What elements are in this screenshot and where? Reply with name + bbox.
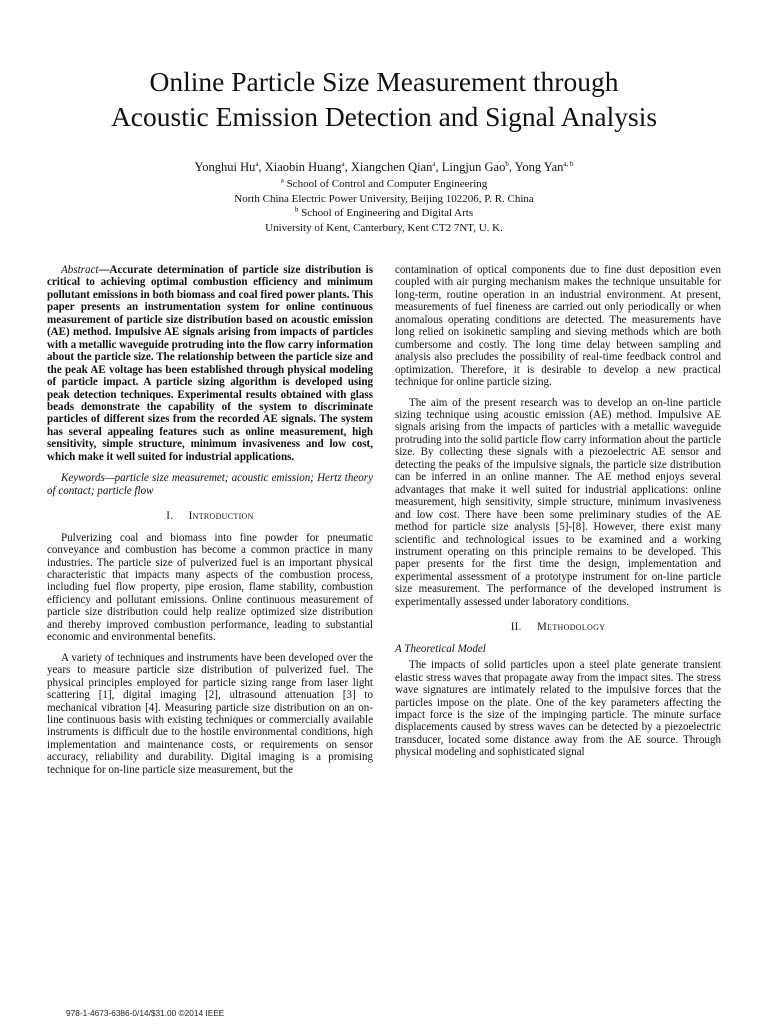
section-heading-introduction xyxy=(47,510,373,522)
abstract xyxy=(47,264,373,463)
section-numeral: I. xyxy=(166,510,174,523)
left-column xyxy=(47,264,373,776)
section-numeral: II. xyxy=(510,621,522,634)
author-affil-mark: a xyxy=(255,159,259,168)
keywords: Keywords—particle size measuremet; acoustic emission; Hertz theory of contact; particle flow xyxy=(47,472,373,497)
subsection-heading: A Theoretical Model xyxy=(395,642,486,655)
author-affil-mark: a xyxy=(432,159,436,168)
section-title: Methodology xyxy=(537,621,606,634)
abstract-label: Abstract xyxy=(61,264,99,276)
paragraph: A variety of techniques and instruments have been developed over the years to measure particle size distribution of pulverized fuel. The physical principles employed for particle sizing range from laser light scattering [1], digital imaging [2], ultrasound attenuation [3] to mechanical vibration [4]. Measuring particle size distribution on an on-line continuous basis with existing techniques or commercially available instruments is difficult due to the hostile environmental conditions, high implementation and maintenance costs, or requirements on sensor accuracy, reliability and durability. Digital imaging is a promising technique for on-line particle size measurement, but the xyxy=(47,651,373,776)
right-column xyxy=(395,264,721,759)
affiliations xyxy=(60,177,708,235)
author-separator: , xyxy=(258,160,265,174)
author-separator: , xyxy=(344,160,351,174)
affil-mark: b xyxy=(294,205,299,214)
paragraph: The aim of the present research was to develop an on-line particle sizing technique using acoustic emission (AE) method. Impulsive AE signals arising from the impacts of particles with a metallic waveguide protruding into the solid particle flow carry information about the particle size. By collecting these signals with a piezoelectric AE sensor and detecting the peaks of the impulsive signals, the particle size distribution can be inferred in an online manner. The AE method enjoys several advantages that make it well suited for industrial applications: online measurement, high sensitivity, simple structure, minimum invasiveness and low cost. There have been some preliminary studies of the AE method for particle size analysis [5]-[8]. However, there exist many scientific and technological issues to be examined and a working instrument operating on this principle remains to be developed. This paper presents for the first time the design, implementation and experimental assessment of a prototype instrument for on-line particle size measurement. The performance of the developed instrument is experimentally assessed under laboratory conditions. xyxy=(395,396,721,608)
affiliation-line xyxy=(60,221,708,236)
author-separator: , xyxy=(508,160,515,174)
author-affil-mark: a xyxy=(341,159,345,168)
affil-mark: a xyxy=(280,176,284,185)
affiliation-text: University of Kent, Canterbury, Kent CT2 7NT, U. K. xyxy=(265,221,503,234)
section-title: Introduction xyxy=(188,510,254,523)
author-list xyxy=(60,159,708,175)
affiliation-text: School of Engineering and Digital Arts xyxy=(298,207,474,220)
paragraph: The impacts of solid particles upon a steel plate generate transient elastic stress waves that propagate away from the impact sites. The stress wave signatures are intimately related to the impulsive forces that the particles impose on the plate. One of the key parameters affecting the impact force is the size of the impinging particle. The minute surface displacements caused by stress waves can be detected by a piezoelectric transducer, located some distance away from the AE source. Through physical modeling and sophisticated signal xyxy=(395,659,721,759)
affiliation-text: North China Electric Power University, Beijing 102206, P. R. China xyxy=(234,192,534,205)
affiliation-line xyxy=(60,192,708,207)
author-name: Yong Yan xyxy=(514,160,564,174)
affiliation-line xyxy=(60,206,708,221)
author-separator: , xyxy=(435,160,442,174)
copyright-footer: 978-1-4673-6386-0/14/$31.00 ©2014 IEEE xyxy=(66,1008,225,1018)
abstract-body: Accurate determination of particle size distribution is critical to achieving optimal combustion efficiency and minimum pollutant emissions in both biomass and coal fired power plants. This paper presents an instrumentation system for online continuous measurement of particle size distribution based on acoustic emission (AE) method. Impulsive AE signals arising from impacts of particles with a metallic waveguide protruding into the flow carry information about the particle size. The relationship between the particle size and the peak AE voltage has been established through physical modeling of particle impact. A particle sizing algorithm is developed using peak detection techniques. Experimental results obtained with glass beads demonstrate the capability of the system to discriminate particles of different sizes from the recorded AE signals. The system has several appealing features such as online measurement, high sensitivity, simple structure, minimum invasiveness and low cost, which make it well suited for industrial applications. xyxy=(47,264,373,463)
paper-title xyxy=(40,64,728,134)
section-heading-methodology xyxy=(395,621,721,633)
abstract-dash: — xyxy=(98,264,110,276)
title-line-2: Acoustic Emission Detection and Signal Analysis xyxy=(110,101,658,132)
author-name: Lingjun Gao xyxy=(441,160,506,174)
author-affil-mark: b xyxy=(505,159,509,168)
paragraph: contamination of optical components due to fine dust deposition even coupled with air purging mechanism makes the technique unsuitable for long-term, routine operation in an industrial environment. At present, measurements of fuel fineness are carried out only periodically or when anomalous operating conditions are detected. The measurements have long relied on isokinetic sampling and sieving methods which are both cumbersome and costly. The long time delay between sampling and analysis also precludes the possibility of real-time feedback control and optimization. Therefore, it is desirable to develop a new practical technique for online particle sizing. xyxy=(395,264,721,389)
paragraph: Pulverizing coal and biomass into fine powder for pneumatic conveyance and combustion has become a common practice in many industries. The particle size of pulverized fuel is an important physical characteristic that impacts many aspects of the combustion process, including fuel flow property, pipe erosion, flame stability, combustion efficiency and pollutant emissions. Online continuous measurement of particle size distribution could help realize optimized size distribution and thereby improved combustion performance, leading to substantial economic and environmental benefits. xyxy=(47,531,373,644)
affiliation-text: School of Control and Computer Engineering xyxy=(283,178,488,190)
author-name: Xiaobin Huang xyxy=(264,160,342,174)
author-name: Yonghui Hu xyxy=(194,160,256,174)
author-name: Xiangchen Qian xyxy=(350,160,433,174)
author-affil-mark: a, b xyxy=(563,159,574,168)
title-line-1: Online Particle Size Measurement through xyxy=(149,66,619,97)
affiliation-line xyxy=(60,177,708,192)
